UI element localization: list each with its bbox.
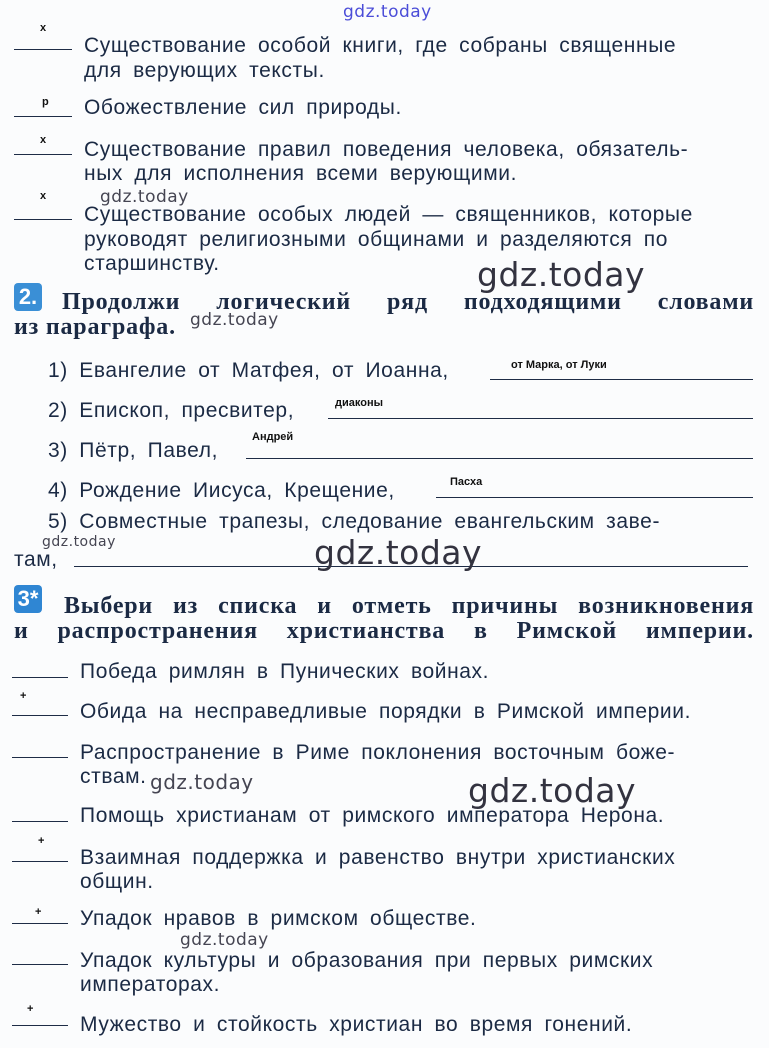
answer-blank[interactable] — [14, 154, 72, 155]
answer-blank[interactable] — [14, 219, 72, 220]
item-line: руководят религиозными общинами и разделяются по — [84, 228, 668, 251]
handwritten-answer: Пасха — [450, 476, 483, 488]
answer-line[interactable] — [328, 418, 753, 419]
task-heading: и распространения христианства в Римской империи. — [14, 618, 754, 644]
item-line: Существование особых людей — священников, которые — [84, 203, 693, 226]
row-text: 4) Рождение Иисуса, Крещение, — [48, 479, 395, 502]
item-line: ствам. — [80, 765, 147, 788]
item-line: Существование особой книги, где собраны священные — [84, 34, 677, 57]
item-line: Распространение в Риме поклонения восточным боже- — [80, 741, 676, 764]
item-line: для верующих тексты. — [84, 59, 325, 82]
watermark: gdz.today — [314, 533, 483, 572]
handwritten-answer: диаконы — [335, 397, 383, 409]
answer-mark: x — [40, 134, 47, 146]
answer-blank[interactable] — [14, 116, 72, 117]
task-number-badge: 2. — [14, 283, 42, 311]
item-line: Существование правил поведения человека, обязатель- — [84, 138, 689, 161]
answer-mark: + — [35, 906, 42, 918]
answer-mark: + — [27, 1003, 34, 1015]
item-line: Победа римлян в Пунических войнах. — [80, 660, 490, 683]
task-number-badge: 3* — [14, 585, 42, 613]
answer-line[interactable] — [490, 379, 753, 380]
watermark: gdz.today — [468, 771, 637, 810]
answer-mark: р — [42, 96, 49, 108]
answer-mark: + — [38, 835, 45, 847]
watermark: gdz.today — [190, 310, 279, 330]
answer-blank[interactable] — [12, 715, 68, 716]
item-line: Взаимная поддержка и равенство внутри христианских — [80, 846, 676, 869]
watermark: gdz.today — [180, 930, 269, 950]
answer-blank[interactable] — [12, 964, 68, 965]
answer-blank[interactable] — [12, 1025, 68, 1026]
answer-mark: x — [40, 190, 47, 202]
answer-blank[interactable] — [12, 757, 68, 758]
item-line: старшинству. — [84, 252, 220, 275]
handwritten-answer: Андрей — [252, 431, 294, 443]
watermark: gdz.today — [100, 187, 189, 207]
answer-mark: + — [20, 690, 27, 702]
item-line: Упадок нравов в римском обществе. — [80, 907, 477, 930]
item-line: Помощь христианам от римского императора Нерона. — [80, 804, 665, 827]
row-text: 1) Евангелие от Матфея, от Иоанна, — [48, 359, 449, 382]
answer-line[interactable] — [246, 458, 753, 459]
item-line: общин. — [80, 870, 154, 893]
task-heading: Продолжи логический ряд подходящими словами — [62, 289, 754, 315]
answer-blank[interactable] — [12, 861, 68, 862]
answer-blank[interactable] — [14, 49, 72, 50]
row-text: 3) Пётр, Павел, — [48, 439, 219, 462]
item-line: ных для исполнения всеми верующими. — [84, 162, 518, 185]
row-text: там, — [14, 548, 58, 571]
watermark: gdz.today — [477, 255, 646, 294]
task-heading: из параграфа. — [14, 314, 176, 340]
answer-blank[interactable] — [12, 821, 68, 822]
answer-line[interactable] — [436, 497, 753, 498]
handwritten-answer: от Марка, от Луки — [511, 359, 607, 371]
watermark: gdz.today — [42, 534, 116, 550]
task-heading: Выбери из списка и отметь причины возникновения — [64, 593, 754, 619]
item-line: Упадок культуры и образования при первых римских — [80, 949, 654, 972]
item-line: Мужество и стойкость христиан во время гонений. — [80, 1013, 633, 1036]
watermark: gdz.today — [150, 770, 254, 794]
watermark: gdz.today — [343, 2, 432, 22]
item-line: императорах. — [80, 973, 221, 996]
answer-blank[interactable] — [12, 923, 68, 924]
answer-blank[interactable] — [12, 677, 68, 678]
item-line: Обида на несправедливые порядки в Римской империи. — [80, 700, 692, 723]
row-text: 5) Совместные трапезы, следование евангельским заве- — [48, 510, 661, 533]
row-text: 2) Епископ, пресвитер, — [48, 399, 295, 422]
item-line: Обожествление сил природы. — [84, 96, 402, 119]
answer-mark: x — [40, 22, 47, 34]
